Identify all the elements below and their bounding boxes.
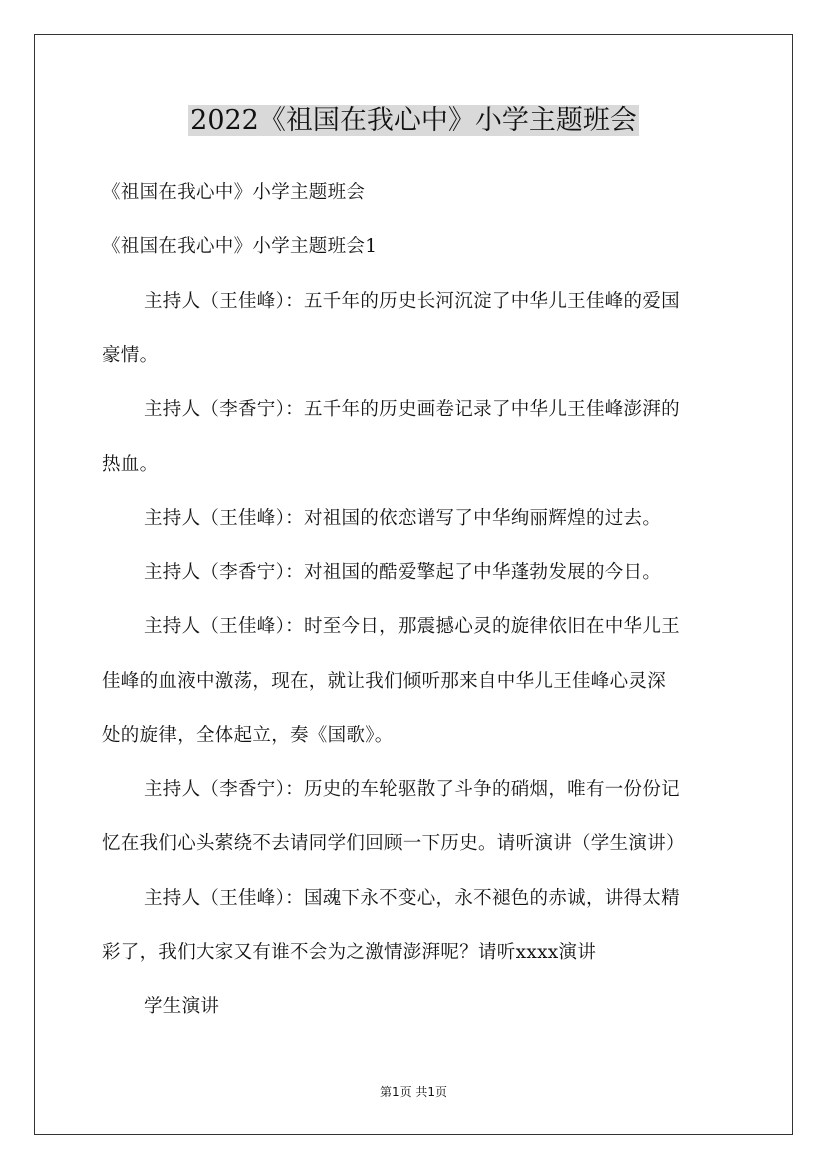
subtitle-line: 《祖国在我心中》小学主题班会 (102, 182, 366, 203)
paragraph-line: 主持人（李香宁）：历史的车轮驱散了斗争的硝烟，唯有一份份记 (144, 779, 680, 800)
paragraph-line: 彩了，我们大家又有谁不会为之激情澎湃呢？请听xxxx演讲 (102, 942, 597, 963)
paragraph-line: 主持人（王佳峰）：国魂下永不变心，永不褪色的赤诚，讲得太精 (144, 888, 680, 909)
document-title (0, 100, 827, 142)
paragraph-line: 主持人（王佳峰）：时至今日，那震撼心灵的旋律依旧在中华儿王 (144, 616, 680, 637)
paragraph-line: 豪情。 (102, 345, 159, 366)
paragraph-line: 忆在我们心头萦绕不去请同学们回顾一下历史。请听演讲（学生演讲） (102, 833, 685, 854)
section-heading: 《祖国在我心中》小学主题班会1 (102, 236, 378, 257)
paragraph-line: 热血。 (102, 454, 159, 475)
paragraph-line: 佳峰的血液中激荡，现在，就让我们倾听那来自中华儿王佳峰心灵深 (102, 671, 667, 692)
page-footer: 第1页 共1页 (379, 1085, 448, 1099)
paragraph-line: 主持人（李香宁）：对祖国的酷爱擎起了中华蓬勃发展的今日。 (144, 562, 662, 583)
paragraph-line: 处的旋律，全体起立，奏《国歌》。 (102, 725, 394, 746)
paragraph-line: 主持人（王佳峰）：五千年的历史长河沉淀了中华儿王佳峰的爱国 (144, 291, 680, 312)
paragraph-line: 主持人（王佳峰）：对祖国的依恋谱写了中华绚丽辉煌的过去。 (144, 508, 662, 529)
document-title-text: 2022《祖国在我心中》小学主题班会 (190, 105, 637, 136)
paragraph-line: 学生演讲 (144, 996, 220, 1017)
paragraph-line: 主持人（李香宁）：五千年的历史画卷记录了中华儿王佳峰澎湃的 (144, 399, 680, 420)
